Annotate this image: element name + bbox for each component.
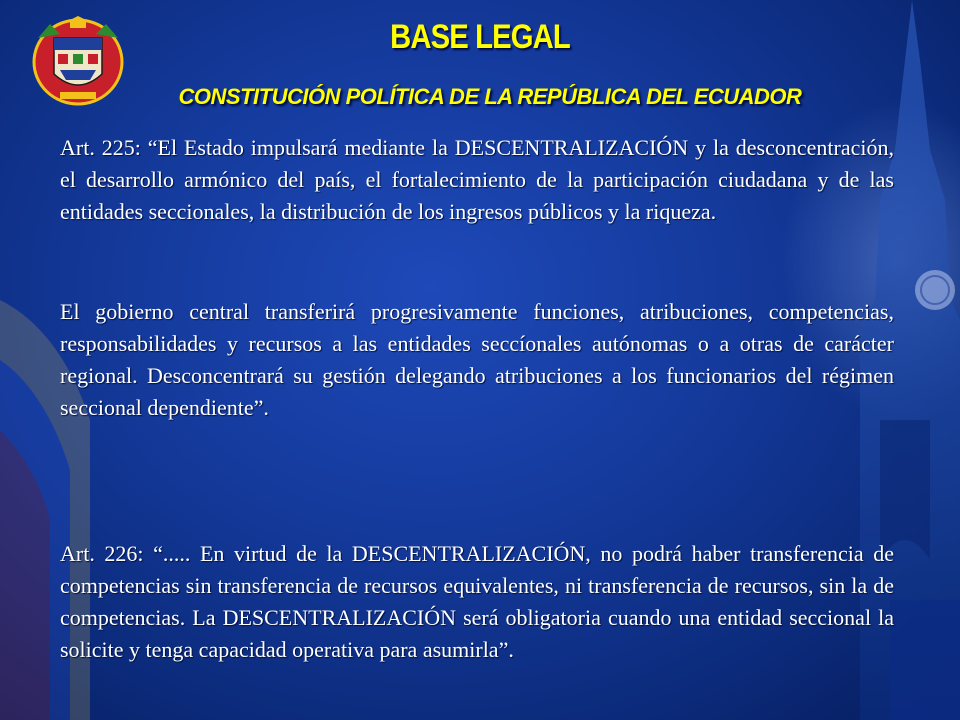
- slide-title: BASE LEGAL: [390, 18, 570, 56]
- paragraph-central-government: El gobierno central transferirá progresivamente funciones, atribuciones, competencias, responsabilidades y recursos a las entidades seccíonales autónomas o a otras de carácter regional. Desconcentrará su gestión delegando atribuciones a los funcionarios del régimen seccional dependiente”.: [60, 299, 894, 420]
- paragraph-art-225: Art. 225: “El Estado impulsará mediante la DESCENTRALIZACIÓN y la desconcentración, el desarrollo armónico del país, el fortalecimiento de la participación ciudadana y de las entidades seccionales, la distribución de los ingresos públicos y la riqueza.: [60, 135, 894, 224]
- paragraph-art-226: Art. 226: “..... En virtud de la DESCENTRALIZACIÓN, no podrá haber transferencia de competencias sin transferencia de recursos equivalentes, ni transferencia de recursos, sin la de competencias. La DESCENTRALIZACIÓN será obligatoria cuando una entidad seccional la solicite y tenga capacidad operativa para asumirla”.: [60, 541, 894, 662]
- slide-subtitle: CONSTITUCIÓN POLÍTICA DE LA REPÚBLICA DEL ECUADOR: [178, 84, 802, 109]
